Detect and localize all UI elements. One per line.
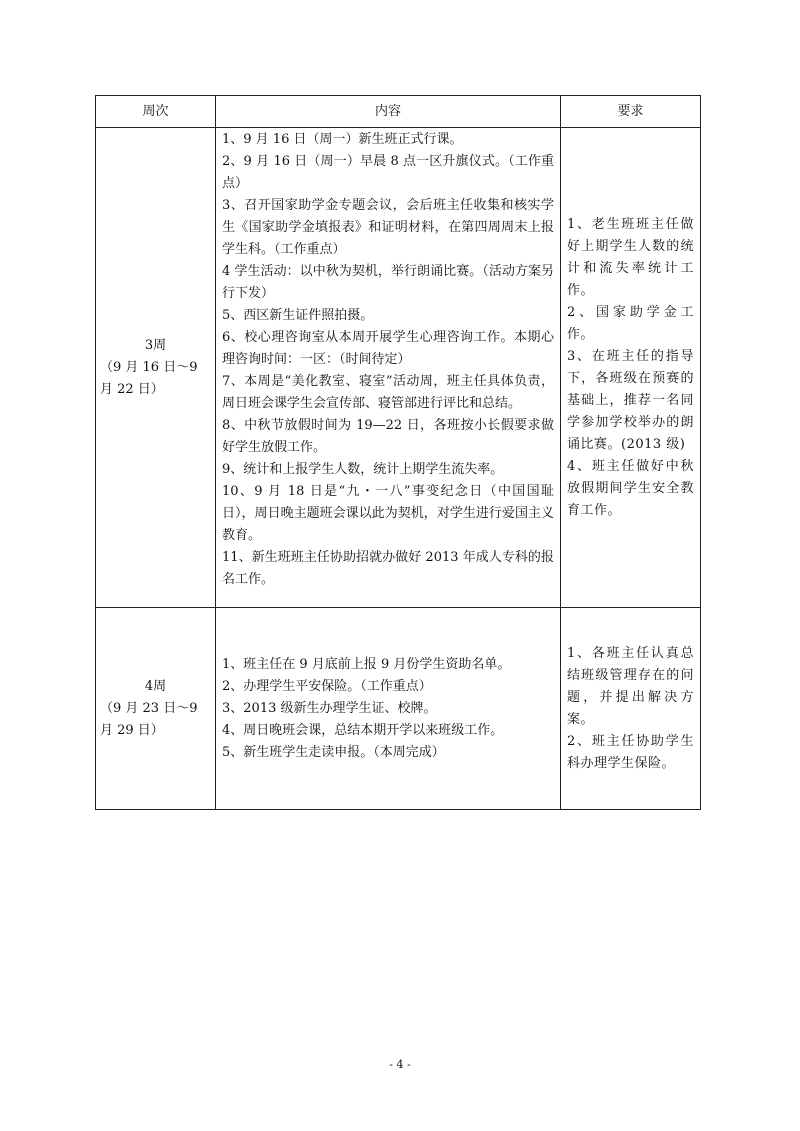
header-requirements: 要求 bbox=[561, 96, 701, 128]
content-item: 1、班主任在 9 月底前上报 9 月份学生资助名单。 bbox=[222, 656, 511, 672]
table-header-row bbox=[96, 96, 701, 128]
header-week: 周次 bbox=[96, 96, 216, 128]
content-item: 5、新生班学生走读申报。（本周完成） bbox=[222, 744, 445, 760]
week-date-range: （9 月 16 日～9 月 22 日） bbox=[100, 359, 198, 397]
content-item: 2、办理学生平安保险。（工作重点） bbox=[222, 678, 432, 694]
page-number: - 4 - bbox=[389, 1058, 411, 1071]
week-date-range: （9 月 23 日～9 月 29 日） bbox=[100, 700, 198, 738]
requirements-cell bbox=[561, 128, 701, 608]
requirements-cell bbox=[561, 608, 701, 810]
content-item: 8、中秋节放假时间为 19—22 日，各班按小长假要求做好学生放假工作。 bbox=[222, 418, 554, 455]
requirement-item: 4、班主任做好中秋放假期间学生安全教育工作。 bbox=[567, 458, 694, 518]
week-cell bbox=[96, 128, 216, 608]
content-cell bbox=[216, 128, 561, 608]
content-item: 7、本周是“美化教室、寝室”活动周，班主任具体负责，周日班会课学生会宣传部、寝管部进行评比和总结。 bbox=[222, 374, 554, 411]
week-cell bbox=[96, 608, 216, 810]
content-item: 4、周日晚班会课，总结本期开学以来班级工作。 bbox=[222, 722, 504, 738]
content-item: 10、9 月 18 日是“九・一八”事变纪念日（中国国耻日），周日晚主题班会课以此为契机，对学生进行爱国主义教育。 bbox=[222, 484, 554, 543]
table-row bbox=[96, 128, 701, 608]
content-item: 4 学生活动：以中秋为契机，举行朗诵比赛。（活动方案另行下发） bbox=[222, 264, 554, 301]
content-item: 3、召开国家助学金专题会议，会后班主任收集和核实学生《国家助学金填报表》和证明材料，在第四周周末上报学生科。（工作重点） bbox=[222, 198, 554, 257]
content-item: 3、2013 级新生办理学生证、校牌。 bbox=[222, 700, 437, 716]
content-item: 5、西区新生证件照拍摄。 bbox=[222, 308, 374, 323]
requirement-item: 2、国家助学金工作。 bbox=[567, 304, 694, 342]
header-content: 内容 bbox=[216, 96, 561, 128]
requirement-item: 1、老生班班主任做好上期学生人数的统计和流失率统计工作。 bbox=[567, 216, 694, 298]
requirement-item: 3、在班主任的指导下，各班级在预赛的基础上，推荐一名同学参加学校举办的朗诵比赛。(2013 级) bbox=[567, 348, 694, 452]
requirement-item: 2、班主任协助学生科办理学生保险。 bbox=[567, 733, 694, 771]
content-item: 2、9 月 16 日（周一）早晨 8 点一区升旗仪式。（工作重点） bbox=[222, 154, 554, 191]
content-item: 9、统计和上报学生人数，统计上期学生流失率。 bbox=[222, 462, 504, 477]
content-item: 6、校心理咨询室从本周开展学生心理咨询工作。本期心理咨询时间：一区：（时间待定） bbox=[222, 330, 554, 367]
week-name: 3周 bbox=[144, 337, 167, 353]
table-row bbox=[96, 608, 701, 810]
requirement-item: 1、各班主任认真总结班级管理存在的问题，并提出解决方案。 bbox=[567, 645, 694, 727]
content-item: 11、新生班班主任协助招就办做好 2013 年成人专科的报名工作。 bbox=[222, 550, 554, 587]
content-cell bbox=[216, 608, 561, 810]
weekly-schedule-table bbox=[95, 95, 701, 810]
week-name: 4周 bbox=[144, 678, 167, 694]
content-item: 1、9 月 16 日（周一）新生班正式行课。 bbox=[222, 132, 463, 147]
